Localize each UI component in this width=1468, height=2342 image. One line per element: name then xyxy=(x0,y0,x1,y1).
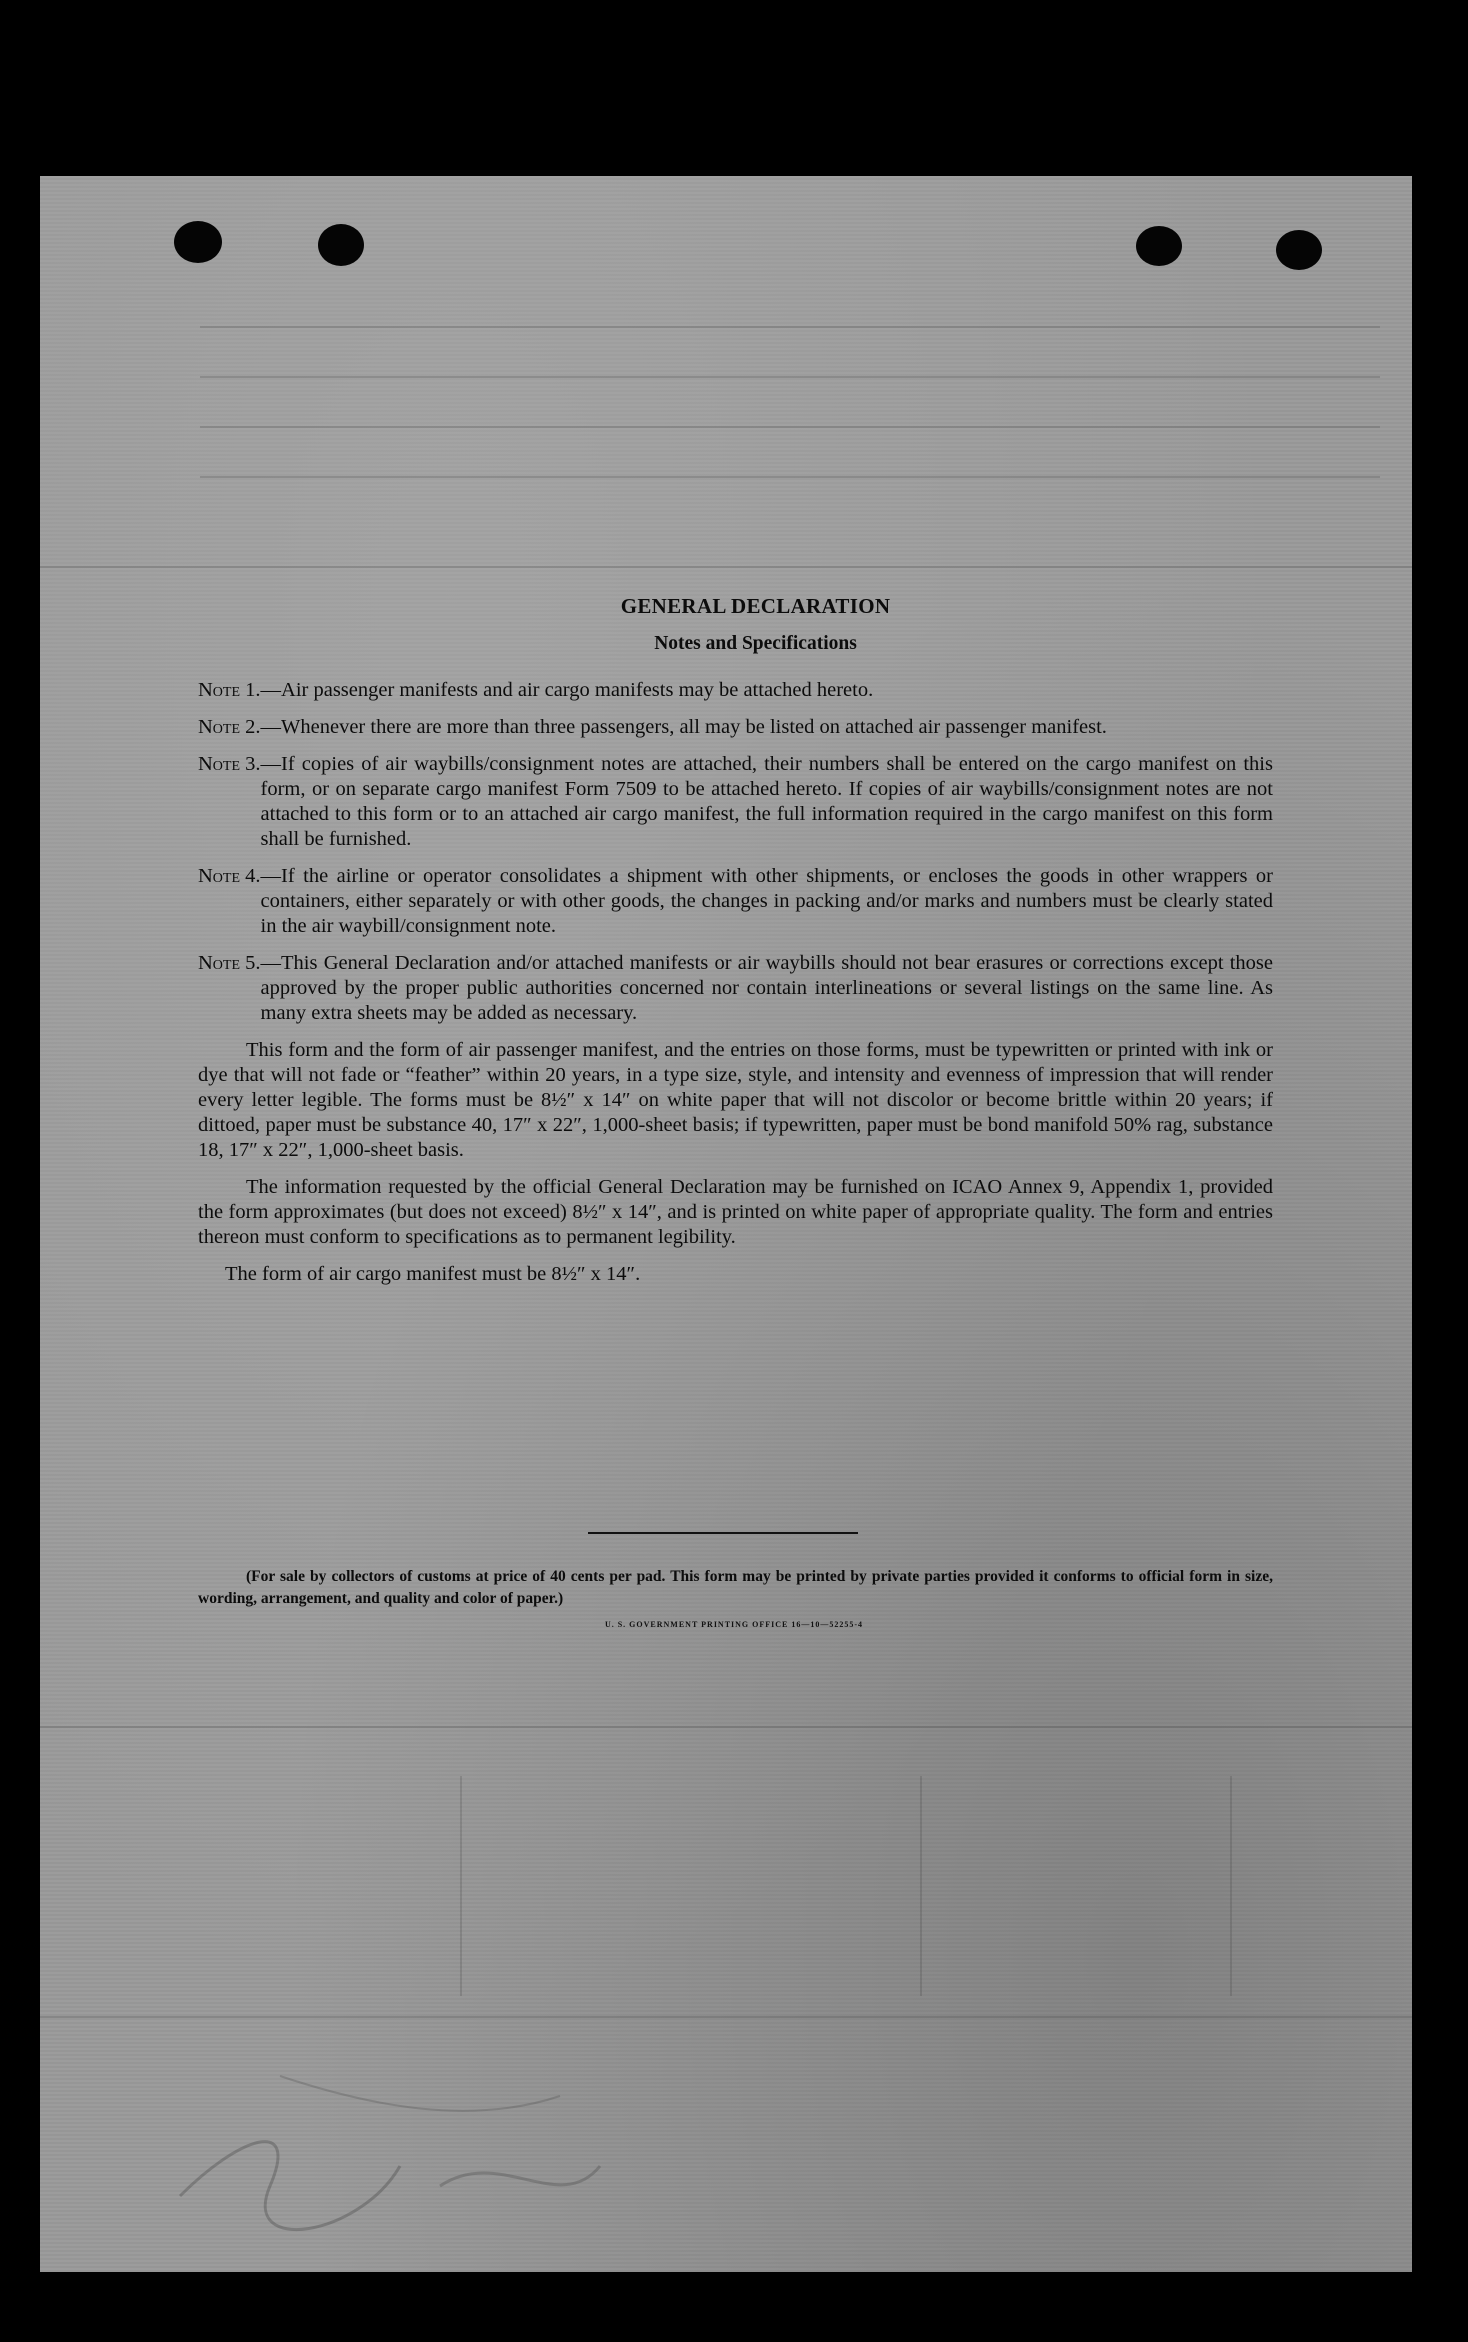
note-4 xyxy=(198,864,1273,939)
note-text: —If the airline or operator consolidates a shipment with other shipments, or encloses the goods in other wrappers or containers, either separately or with other goods, the changes in packing and/or marks and numbers must be clearly stated in the air waybill/consignment note. xyxy=(260,865,1273,937)
note-label: Note 3. xyxy=(198,753,261,775)
document-title: GENERAL DECLARATION xyxy=(620,594,891,618)
note-label: Note 5. xyxy=(198,952,261,974)
note-3 xyxy=(198,752,1273,852)
note-label: Note 4. xyxy=(198,865,261,887)
document-subtitle: Notes and Specifications xyxy=(654,633,857,654)
cargo-manifest-size: The form of air cargo manifest must be 8½″ x 14″. xyxy=(225,1263,641,1285)
printer-imprint: U. S. GOVERNMENT PRINTING OFFICE 16—10—52255-4 xyxy=(604,1620,864,1629)
note-text: —Whenever there are more than three passengers, all may be listed on attached air passenger manifest. xyxy=(260,716,1107,738)
icao-annex-paragraph: The information requested by the official General Declaration may be furnished on ICAO Annex 9, Appendix 1, provided the form approximates (but does not exceed) 8½″ x 14″, and is printed on white paper of appropriate quality. The form and entries thereon must conform to specifications as to permanent legibility. xyxy=(198,1176,1273,1248)
note-5 xyxy=(198,951,1273,1026)
note-2 xyxy=(198,715,1273,740)
sale-notice: (For sale by collectors of customs at price of 40 cents per pad. This form may be printed by private parties provided it conforms to official form in size, wording, arrangement, and quality and color of paper.) xyxy=(198,1567,1273,1607)
form-typing-requirements: This form and the form of air passenger manifest, and the entries on those forms, must be typewritten or printed with ink or dye that will not fade or “feather” within 20 years, in a type size, style, and intensity and evenness of impression that will render every letter legible. The forms must be 8½″ x 14″ on white paper that will not discolor or become brittle within 20 years; if dittoed, paper must be substance 40, 17″ x 22″, 1,000-sheet basis; if typewritten, paper must be bond manifold 50% rag, substance 18, 17″ x 22″, 1,000-sheet basis. xyxy=(198,1039,1273,1161)
notes-and-specifications xyxy=(198,594,1273,1308)
footer-rule xyxy=(588,1532,858,1534)
note-1 xyxy=(198,678,1273,703)
note-text: —If copies of air waybills/consignment notes are attached, their numbers shall be entered on the cargo manifest on this form, or on separate cargo manifest Form 7509 to be attached hereto. If copies of air waybills/consignment notes are not attached to this form or to an attached air cargo manifest, the full information required in the cargo manifest on this form shall be furnished. xyxy=(260,753,1273,850)
note-label: Note 2. xyxy=(198,716,261,738)
note-text: —Air passenger manifests and air cargo manifests may be attached hereto. xyxy=(260,679,874,701)
note-label: Note 1. xyxy=(198,679,261,701)
note-text: —This General Declaration and/or attached manifests or air waybills should not bear erasures or corrections except those approved by the proper public authorities concerned nor contain interlineations or several listings on the same line. As many extra sheets may be added as necessary. xyxy=(260,952,1273,1024)
